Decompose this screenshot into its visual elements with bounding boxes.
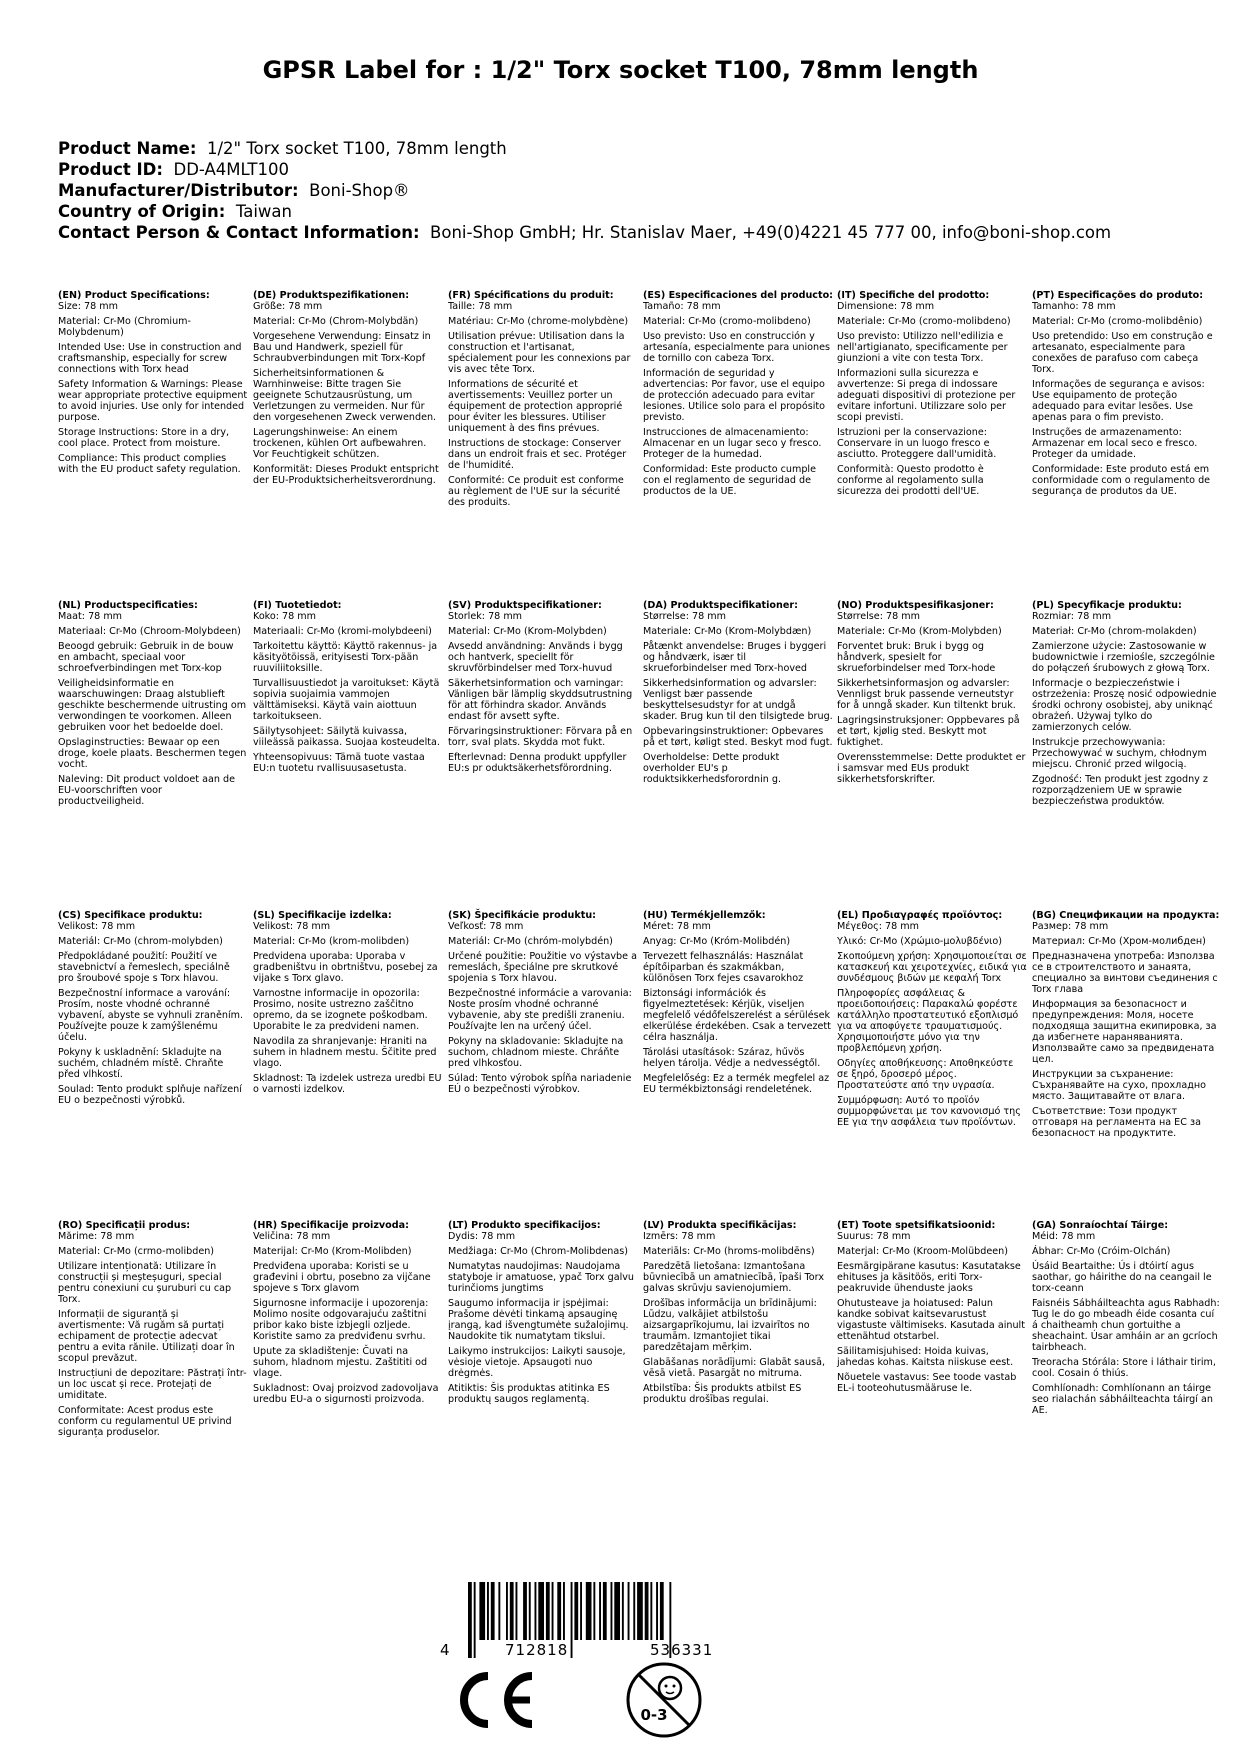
spec-line: Materiał: Cr-Mo (chrom-molakden) [1032,626,1197,637]
spec-block [837,1220,1027,1398]
spec-line: Taille: 78 mm [448,301,513,312]
spec-heading: (CS) Specifikace produktu: [58,910,203,921]
spec-line: Zamierzone użycie: Zastosowanie w budownictwie i rzemiośle, szczególnie do połączeń śrubowych z głową Torx. [1032,641,1215,674]
spec-line: Storage Instructions: Store in a dry, cool place. Protect from moisture. [58,427,230,449]
barcode-bar [546,1582,550,1640]
spec-block [448,1220,638,1409]
spec-line: Instructions de stockage: Conserver dans un endroit frais et sec. Protéger de l'humidité. [448,438,627,471]
info-label: Manufacturer/Distributor: [58,181,299,200]
spec-line: Materiale: Cr-Mo (Krom-Molybdæn) [643,626,812,637]
spec-line: Atitiktis: Šis produktas atitinka ES produktų saugos reglamentą. [448,1383,610,1405]
spec-heading: (HU) Termékjellemzők: [643,910,766,921]
spec-line: Material: Cr-Mo (Chrom-Molybdän) [253,316,419,327]
spec-line: Materiál: Cr-Mo (chrom-molybden) [58,936,223,947]
not-for-children-0-3-icon [624,1660,704,1740]
spec-line: Informações de segurança e avisos: Use equipamento de proteção adequado para evitar lesões. Use apenas para o fim previsto. [1032,379,1205,423]
barcode-digits-right: 536331 [650,1641,714,1659]
spec-line: Paredzētā lietošana: Izmantošana būvniecībā un amatniecībā, īpaši Torx galvas skrūvju savienojumiem. [643,1261,824,1294]
spec-line: Materiaal: Cr-Mo (Chroom-Molybdeen) [58,626,241,637]
barcode-bar [538,1582,544,1640]
spec-line: Materiale: Cr-Mo (Krom-Molybden) [837,626,1002,637]
spec-heading: (PT) Especificações do produto: [1032,290,1204,301]
spec-block [448,910,638,1099]
spec-line: Størrelse: 78 mm [837,611,920,622]
spec-line: Úsáid Beartaithe: Ús i dtóirtí agus saothar, go háirithe do na ceangail le torx-ceann [1032,1261,1212,1294]
spec-line: Skladnost: Ta izdelek ustreza uredbi EU o varnosti izdelkov. [253,1073,442,1095]
spec-line: Υλικό: Cr-Mo (Χρώμιο-μολυβδένιο) [837,936,1002,947]
spec-block [643,290,833,501]
spec-heading: (DA) Produktspecifikationer: [643,600,798,611]
barcode-lead-digit: 4 [440,1641,451,1659]
spec-line: Material: Cr-Mo (cromo-molibdênio) [1032,316,1203,327]
spec-line: Rozmiar: 78 mm [1032,611,1112,622]
spec-block [58,600,248,811]
barcode-bar [552,1582,554,1640]
spec-heading: (HR) Specifikacije proizvoda: [253,1220,409,1231]
spec-line: Velikost: 78 mm [58,921,136,932]
contact-row [58,222,1208,243]
spec-line: Uso previsto: Utilizzo nell'edilizia e nell'artigianato, specificamente per giunzioni a vite con testa Torx. [837,331,1008,364]
spec-line: Upute za skladištenje: Čuvati na suhom, hladnom mjestu. Zaštititi od vlage. [253,1346,428,1379]
barcode-bar [586,1582,592,1640]
barcode-bar [574,1582,578,1640]
spec-line: Materiál: Cr-Mo (chróm-molybdén) [448,936,613,947]
spec-line: Material: Cr-Mo (cromo-molibdeno) [643,316,811,327]
barcode-bar [571,1582,573,1658]
spec-line: Tamanho: 78 mm [1032,301,1116,312]
spec-line: Σκοπούμενη χρήση: Χρησιμοποιείται σε κατασκευή και χειροτεχνίες, ειδικά για συνδέσμους βιδών με κεφαλή Torx [837,951,1027,984]
info-label: Country of Origin: [58,202,226,221]
spec-line: Vorgesehene Verwendung: Einsatz in Bau und Handwerk, speziell für Schraubverbindungen mit Torx-Kopf [253,331,431,364]
spec-line: Intended Use: Use in construction and craftsmanship, especially for screw connections with Torx head [58,342,242,375]
spec-line: Lagerungshinweise: An einem trockenen, kühlen Ort aufbewahren. Vor Feuchtigkeit schützen. [253,427,427,460]
spec-heading: (NO) Produktspesifikasjoner: [837,600,994,611]
info-value: Boni-Shop® [309,181,410,200]
spec-heading: (EN) Product Specifications: [58,290,210,301]
spec-line: Säkerhetsinformation och varningar: Vänligen bär lämplig skyddsutrustning för att förhindra skador. Används endast för avsett syfte. [448,678,633,722]
spec-line: Materijal: Cr-Mo (Krom-Molibden) [253,1246,412,1257]
spec-line: Velikost: 78 mm [253,921,331,932]
spec-line: Sikkerhetsinformasjon og advarsler: Vennligst bruk passende verneutstyr for å unngå skader. Kun tiltenkt bruk. [837,678,1016,711]
barcode-bar [535,1582,537,1640]
spec-block [837,910,1027,1132]
spec-line: Dydis: 78 mm [448,1231,516,1242]
barcode-digits-left: 712818 [505,1641,569,1659]
info-label: Contact Person & Contact Information: [58,223,420,242]
spec-line: Méret: 78 mm [643,921,711,932]
spec-line: Sukladnost: Ovaj proizvod zadovoljava uredbu EU-a o sigurnosti proizvoda. [253,1383,439,1405]
spec-heading: (BG) Спецификации на продукта: [1032,910,1220,921]
country-row [58,201,1208,222]
spec-line: Størrelse: 78 mm [643,611,726,622]
spec-line: Veličina: 78 mm [253,1231,331,1242]
barcode-bar [474,1582,476,1658]
barcode-bar [529,1582,531,1640]
barcode-bar [614,1582,620,1640]
spec-line: Saugumo informacija ir įspėjimai: Prašome dėvėti tinkamą apsauginę įrangą, kad išvengtumėte sužalojimų. Naudokite tik numatytam tikslui. [448,1298,629,1342]
spec-block [1032,290,1222,501]
product-name-row [58,138,1208,159]
spec-heading: (LT) Produkto specifikacijos: [448,1220,601,1231]
barcode-bar [510,1582,514,1640]
spec-line: Conformitate: Acest produs este conform cu regulamentul UE privind siguranța produselor. [58,1405,232,1438]
spec-line: Πληροφορίες ασφάλειας & προειδοποιήσεις: Παρακαλώ φορέστε κατάλληλο προστατευτικό εξοπλισμό για να αποφύγετε τραυματισμούς. Χρησιμοποιήστε μόνο για την προβλεπόμενη χρήση. [837,988,1019,1054]
spec-line: Uso pretendido: Uso em construção e artesanato, especialmente para conexões de parafuso com cabeça Torx. [1032,331,1213,375]
spec-line: Bezpečnostné informácie a varovania: Noste prosím vhodné ochranné vybavenie, aby ste predišli zraneniu. Používajte len na určený účel. [448,988,632,1032]
spec-line: Drošības informācija un brīdinājumi: Lūdzu, valkājiet atbilstošu aizsargaprīkojumu, lai izvairītos no traumām. Izmantojiet tikai paredzētajam mērķim. [643,1298,817,1353]
spec-heading: (EL) Προδιαγραφές προϊόντος: [837,910,1003,921]
product-id-row [58,159,1208,180]
spec-block [837,290,1027,501]
spec-line: Συμμόρφωση: Αυτό το προϊόν συμμορφώνεται με τον κανονισμό της ΕΕ για την ασφάλεια των προϊόντων. [837,1095,1021,1128]
spec-line: Conformità: Questo prodotto è conforme al regolamento sulla sicurezza dei prodotti dell'UE. [837,464,984,497]
spec-line: Koko: 78 mm [253,611,316,622]
spec-line: Nõuetele vastavus: See toode vastab EL-i tooteohutusmääruse le. [837,1372,1017,1394]
spec-line: Suurus: 78 mm [837,1231,911,1242]
manufacturer-row [58,180,1208,201]
spec-line: Biztonsági információk és figyelmeztetések: Kérjük, viseljen megfelelő védőfelszerelést a sérülések elkerülése érdekében. Csak a tervezett célra használja. [643,988,831,1043]
spec-line: Utilizare intenționată: Utilizare în construcții și meșteșuguri, special pentru conexiuni cu șuruburi cu cap Torx. [58,1261,232,1305]
spec-block [448,600,638,778]
spec-line: Ábhar: Cr-Mo (Cróim-Olchán) [1032,1246,1171,1257]
spec-line: Compliance: This product complies with the EU product safety regulation. [58,453,241,475]
spec-line: Pokyny na skladovanie: Skladujte na suchom, chladnom mieste. Chráňte pred vlhkosťou. [448,1036,624,1069]
barcode-bar [506,1582,508,1640]
spec-block [448,290,638,512]
spec-heading: (LV) Produkta specifikācijas: [643,1220,797,1231]
spec-heading: (SL) Specifikacije izdelka: [253,910,392,921]
spec-line: Utilisation prévue: Utilisation dans la construction et l'artisanat, spécialement pour les connexions par vis avec tête Torx. [448,331,631,375]
spec-line: Predvidena uporaba: Uporaba v gradbeništvu in obrtništvu, posebej za vijake s Torx glavo. [253,951,438,984]
spec-line: Instrucțiuni de depozitare: Păstrați într-un loc uscat și rece. Protejați de umiditate. [58,1368,247,1401]
spec-line: Glabāšanas norādījumi: Glabāt sausā, vēsā vietā. Pasargāt no mitruma. [643,1357,826,1379]
spec-heading: (DE) Produktspezifikationen: [253,290,410,301]
spec-line: Materiāls: Cr-Mo (hroms-molibdēns) [643,1246,815,1257]
spec-line: Veiligheidsinformatie en waarschuwingen: Draag alstublieft geschikte beschermende uitrusting om verwondingen te voorkomen. Alleen gebruiken voor het bedoelde doel. [58,678,247,733]
spec-line: Sikkerhedsinformation og advarsler: Venligst bær passende beskyttelsesudstyr for at undgå skader. Brug kun til den tilsigtede brug. [643,678,833,722]
spec-line: Opslaginstructies: Bewaar op een droge, koele plaats. Beschermen tegen vocht. [58,737,247,770]
spec-line: Sigurnosne informacije i upozorenja: Molimo nosite odgovarajuću zaštitni pribor kako biste izbjegli ozljede. Koristite samo za predviđenu svrhu. [253,1298,429,1342]
barcode-bar [660,1582,664,1640]
barcode-bar [633,1582,635,1640]
ce-mark-icon [454,1670,536,1730]
spec-heading: (SV) Produktspecifikationer: [448,600,602,611]
spec-line: Forventet bruk: Bruk i bygg og håndverk, spesielt for skrueforbindelser med Torx-hode [837,641,996,674]
spec-line: Storlek: 78 mm [448,611,523,622]
spec-line: Atbilstība: Šis produkts atbilst ES produktu drošības regulai. [643,1383,802,1405]
spec-line: Treoracha Stórála: Store i láthair tirim, cool. Cosain ó thiús. [1032,1357,1216,1379]
spec-line: Съответствие: Този продукт отговаря на регламента на ЕС за безопасност на продуктите. [1032,1106,1201,1139]
spec-heading: (GA) Sonraíochtaí Táirge: [1032,1220,1169,1231]
barcode-bar [603,1582,607,1640]
spec-line: Naleving: Dit product voldoet aan de EU-voorschriften voor productveiligheid. [58,774,235,807]
spec-block [643,600,833,789]
spec-block [1032,910,1222,1143]
barcode-bar [593,1582,595,1640]
spec-line: Conformidade: Este produto está em conformidade com o regulamento de segurança de produtos da UE. [1032,464,1211,497]
spec-line: Size: 78 mm [58,301,118,312]
spec-line: Určené použitie: Použitie vo výstavbe a remeslách, špeciálne pre skrutkové spojenia s Torx hlavou. [448,951,637,984]
spec-line: Soulad: Tento produkt splňuje nařízení EU o bezpečnosti výrobků. [58,1084,242,1106]
spec-block [643,1220,833,1409]
spec-line: Tamaño: 78 mm [643,301,721,312]
barcode-bar [468,1582,472,1658]
spec-line: Safety Information & Warnings: Please wear appropriate protective equipment to avoid injuries. Use only for intended purpose. [58,379,248,423]
info-value: Boni-Shop GmbH; Hr. Stanislav Maer, +49(0)4221 45 777 00, info@boni-shop.com [430,223,1112,242]
spec-line: Größe: 78 mm [253,301,323,312]
spec-heading: (ES) Especificaciones del producto: [643,290,834,301]
spec-line: Dimensione: 78 mm [837,301,935,312]
spec-line: Informazioni sulla sicurezza e avvertenze: Si prega di indossare adeguati dispositivi di protezione per evitare infortuni. Utilizzare solo per scopi previsti. [837,368,1016,423]
spec-line: Medžiaga: Cr-Mo (Chrom-Molibdenas) [448,1246,628,1257]
barcode-bar [611,1582,613,1640]
spec-heading: (ET) Toote spetsifikatsioonid: [837,1220,996,1231]
spec-line: Информация за безопасност и предупреждения: Моля, носете подходяща защитна екипировка, за да избегнете нараняванията. Използвайте само за предвидената цел. [1032,999,1217,1065]
spec-line: Μέγεθος: 78 mm [837,921,919,932]
spec-line: Megfelelőség: Ez a termék megfelel az EU termékbiztonsági rendeletének. [643,1073,830,1095]
svg-text:0-3: 0-3 [640,1706,668,1724]
spec-heading: (SK) Špecifikácie produktu: [448,910,597,921]
spec-block [837,600,1027,789]
spec-line: Materjal: Cr-Mo (Kroom-Molübdeen) [837,1246,1008,1257]
spec-line: Zgodność: Ten produkt jest zgodny z rozporządzeniem UE w sprawie bezpieczeństwa produktów. [1032,774,1208,807]
spec-line: Izmērs: 78 mm [643,1231,716,1242]
spec-heading: (FI) Tuotetiedot: [253,600,342,611]
spec-line: Οδηγίες αποθήκευσης: Αποθηκεύστε σε ξηρό, δροσερό μέρος. Προστατεύστε από την υγρασία. [837,1058,1014,1091]
spec-line: Predviđena uporaba: Koristi se u građevini i obrtu, posebno za vijčane spojeve s Torx glavom [253,1261,431,1294]
spec-line: Материал: Cr-Mo (Хром-молибден) [1032,936,1206,947]
spec-heading: (RO) Specificații produs: [58,1220,191,1231]
spec-block [58,910,248,1110]
spec-line: Laikymo instrukcijos: Laikyti sausoje, vėsioje vietoje. Apsaugoti nuo drėgmės. [448,1346,626,1379]
spec-line: Anyag: Cr-Mo (Króm-Molibdén) [643,936,791,947]
page-title: GPSR Label for : 1/2" Torx socket T100, 78mm length [262,56,979,84]
spec-line: Beoogd gebruik: Gebruik in de bouw en ambacht, speciaal voor schroefverbindingen met Torx-kop [58,641,234,674]
spec-block [1032,600,1222,811]
info-label: Product ID: [58,160,163,179]
barcode-bar [491,1582,495,1640]
spec-line: Informations de sécurité et avertissements: Veuillez porter un équipement de protection approprié pour éviter les blessures. Utiliser uniquement à des fins prévues. [448,379,623,434]
spec-line: Material: Cr-Mo (krom-molibden) [253,936,410,947]
spec-block [253,1220,443,1409]
spec-line: Comhlíonadh: Comhlíonann an táirge seo rialachán sábháilteachta táirgí an AE. [1032,1383,1213,1416]
barcode-bar [637,1582,643,1640]
spec-line: Materiaali: Cr-Mo (kromi-molybdeeni) [253,626,432,637]
spec-line: Súlad: Tento výrobok spĺňa nariadenie EÚ o bezpečnosti výrobkov. [448,1073,632,1095]
barcode-bar [650,1582,652,1640]
spec-line: Säilitamisjuhised: Hoida kuivas, jahedas kohas. Kaitsta niiskuse eest. [837,1346,1014,1368]
info-value: DD-A4MLT100 [173,160,290,179]
spec-line: Informacje o bezpieczeństwie i ostrzeżenia: Proszę nosić odpowiednie środki ochrony osobistej, aby uniknąć obrażeń. Używaj tylko do zamierzonych celów. [1032,678,1217,733]
spec-block [643,910,833,1099]
spec-block [58,290,248,479]
barcode-bar [557,1582,561,1640]
spec-line: Istruzioni per la conservazione: Conservare in un luogo fresco e asciutto. Proteggere dall'umidità. [837,427,997,460]
info-value: Taiwan [235,202,292,221]
spec-block [253,290,443,490]
spec-line: Instrucciones de almacenamiento: Almacenar en un lugar seco y fresco. Proteger de la humedad. [643,427,822,460]
spec-line: Matériau: Cr-Mo (chrome-molybdène) [448,316,629,327]
barcode-bar [487,1582,489,1640]
spec-line: Avsedd användning: Används i bygg och hantverk, speciellt för skruvförbindelser med Torx-huvud [448,641,623,674]
spec-line: Material: Cr-Mo (crmo-molibden) [58,1246,215,1257]
spec-line: Bezpečnostní informace a varování: Prosím, noste vhodné ochranné vybavení, abyste se vyhnuli zraněním. Používejte pouze k zamýšlenému účelu. [58,988,244,1043]
spec-line: Navodila za shranjevanje: Hraniti na suhem in hladnem mestu. Ščitite pred vlago. [253,1036,437,1069]
spec-line: Размер: 78 mm [1032,921,1109,932]
spec-heading: (FR) Spécifications du produit: [448,290,614,301]
spec-line: Eesmärgipärane kasutus: Kasutatakse ehituses ja käsitöös, eriti Torx-peakruvide ühenduste jaoks [837,1261,1021,1294]
spec-line: Instrukcje przechowywania: Przechowywać w suchym, chłodnym miejscu. Chronić przed wilgocią. [1032,737,1207,770]
barcode-bar [599,1582,601,1640]
barcode-bar [563,1582,565,1640]
spec-line: Overensstemmelse: Dette produktet er i samsvar med EUs produkt sikkerhetsforskrifter. [837,752,1026,785]
spec-line: Tárolási utasítások: Száraz, hűvös helyen tárolja. Védje a nedvességtől. [643,1047,821,1069]
spec-line: Opbevaringsinstruktioner: Opbevares på et tørt, køligt sted. Beskyt mod fugt. [643,726,833,748]
spec-line: Säilytysohjeet: Säilytä kuivassa, viileässä paikassa. Suojaa kosteudelta. [253,726,440,748]
spec-line: Mărime: 78 mm [58,1231,135,1242]
spec-heading: (PL) Specyfikacje produktu: [1032,600,1182,611]
spec-line: Varnostne informacije in opozorila: Prosimo, nosite ustrezno zaščitno opremo, da se izognete poškodbam. Uporabite le za predvideni namen. [253,988,428,1032]
spec-line: Conformité: Ce produit est conforme au règlement de l'UE sur la sécurité des produits. [448,475,624,508]
barcode-bar [523,1582,527,1640]
spec-line: Instruções de armazenamento: Armazenar em local seco e fresco. Proteger da umidade. [1032,427,1198,460]
barcode-bar [645,1582,649,1640]
spec-line: Tervezett felhasználás: Használat építőiparban és szakmákban, különösen Torx fejes csavarokhoz [643,951,804,984]
spec-heading: (IT) Specifiche del prodotto: [837,290,990,301]
spec-line: Información de seguridad y advertencias: Por favor, use el equipo de protección adecuado para evitar lesiones. Utilice solo para el propósito previsto. [643,368,826,423]
spec-line: Faisnéis Sábháilteachta agus Rabhadh: Tug le do go mbeadh éide cosanta cuí á chaitheamh chun gortuithe a sheachaint. Úsar amháin ar an gcríoch tairbheach. [1032,1298,1220,1353]
spec-line: Förvaringsinstruktioner: Förvara på en torr, sval plats. Skydda mot fukt. [448,726,633,748]
spec-line: Предназначена употреба: Използва се в строителството и занаята, специално за винтови съединения с Torx глава [1032,951,1218,995]
spec-line: Conformidad: Este producto cumple con el reglamento de seguridad de productos de la UE. [643,464,816,497]
spec-block [253,910,443,1099]
spec-line: Turvallisuustiedot ja varoitukset: Käytä sopivia suojaimia vammojen välttämiseksi. Käytä vain aiottuun tarkoitukseen. [253,678,440,722]
spec-line: Påtænkt anvendelse: Bruges i byggeri og håndværk, især til skrueforbindelser med Torx-hoved [643,641,827,674]
spec-line: Yhteensopivuus: Tämä tuote vastaa EU:n tuotetu rvallisuusasetusta. [253,752,425,774]
spec-line: Numatytas naudojimas: Naudojama statyboje ir amatuose, ypač Torx galvu turinčioms jungtims [448,1261,635,1294]
spec-line: Material: Cr-Mo (Chromium-Molybdenum) [58,316,191,338]
spec-line: Veľkosť: 78 mm [448,921,524,932]
spec-line: Lagringsinstruksjoner: Oppbevares på et tørt, kjølig sted. Beskytt mot fuktighet. [837,715,1020,748]
barcode-bar [498,1582,500,1640]
barcode-bar [580,1582,582,1640]
spec-line: Informații de siguranță și avertismente: Vă rugăm să purtați echipament de protecție adecvat pentru a evita rănile. Utilizați doar în scopul prevăzut. [58,1309,235,1364]
spec-line: Konformität: Dieses Produkt entspricht der EU-Produktsicherheitsverordnung. [253,464,439,486]
spec-line: Materiale: Cr-Mo (cromo-molibdeno) [837,316,1011,327]
barcode-bar [516,1582,518,1640]
barcode-bar [622,1582,624,1640]
barcode-bar [628,1582,630,1640]
info-label: Product Name: [58,139,197,158]
barcode-bar [656,1582,658,1640]
spec-line: Overholdelse: Dette produkt overholder EU's p roduktsikkerhedsforordnin g. [643,752,782,785]
spec-line: Ohutusteave ja hoiatused: Palun kandke sobivat kaitsevarustust vigastuste vältimiseks. Kasutada ainult ettenähtud otstarbel. [837,1298,1025,1342]
info-value: 1/2" Torx socket T100, 78mm length [206,139,507,158]
spec-line: Material: Cr-Mo (Krom-Molybden) [448,626,607,637]
spec-line: Uso previsto: Uso en construcción y artesanía, especialmente para uniones de tornillo con cabeza Torx. [643,331,831,364]
spec-block [1032,1220,1222,1420]
spec-line: Předpokládané použití: Použití ve stavebnictví a řemeslech, speciálně pro šroubové spoje s Torx hlavou. [58,951,230,984]
spec-block [58,1220,248,1442]
spec-line: Maat: 78 mm [58,611,123,622]
spec-line: Инструкции за съхранение: Съхранявайте на сухо, прохладно място. Защитавайте от влага. [1032,1069,1206,1102]
spec-line: Méid: 78 mm [1032,1231,1096,1242]
spec-line: Efterlevnad: Denna produkt uppfyller EU:s pr oduktsäkerhetsförordning. [448,752,627,774]
spec-block [253,600,443,778]
spec-heading: (NL) Productspecificaties: [58,600,198,611]
spec-line: Sicherheitsinformationen & Warnhinweise: Bitte tragen Sie geeignete Schutzausrüstung, um Verletzungen zu vermeiden. Nur für den vorgesehenen Zweck verwenden. [253,368,437,423]
barcode-bar [479,1582,485,1640]
spec-line: Tarkoitettu käyttö: Käyttö rakennus- ja käsityötöissä, erityisesti Torx-pään ruuviliitoksille. [253,641,438,674]
product-info [58,138,1208,243]
spec-line: Pokyny k uskladnění: Skladujte na suchém, chladném místě. Chraňte před vlhkostí. [58,1047,224,1080]
